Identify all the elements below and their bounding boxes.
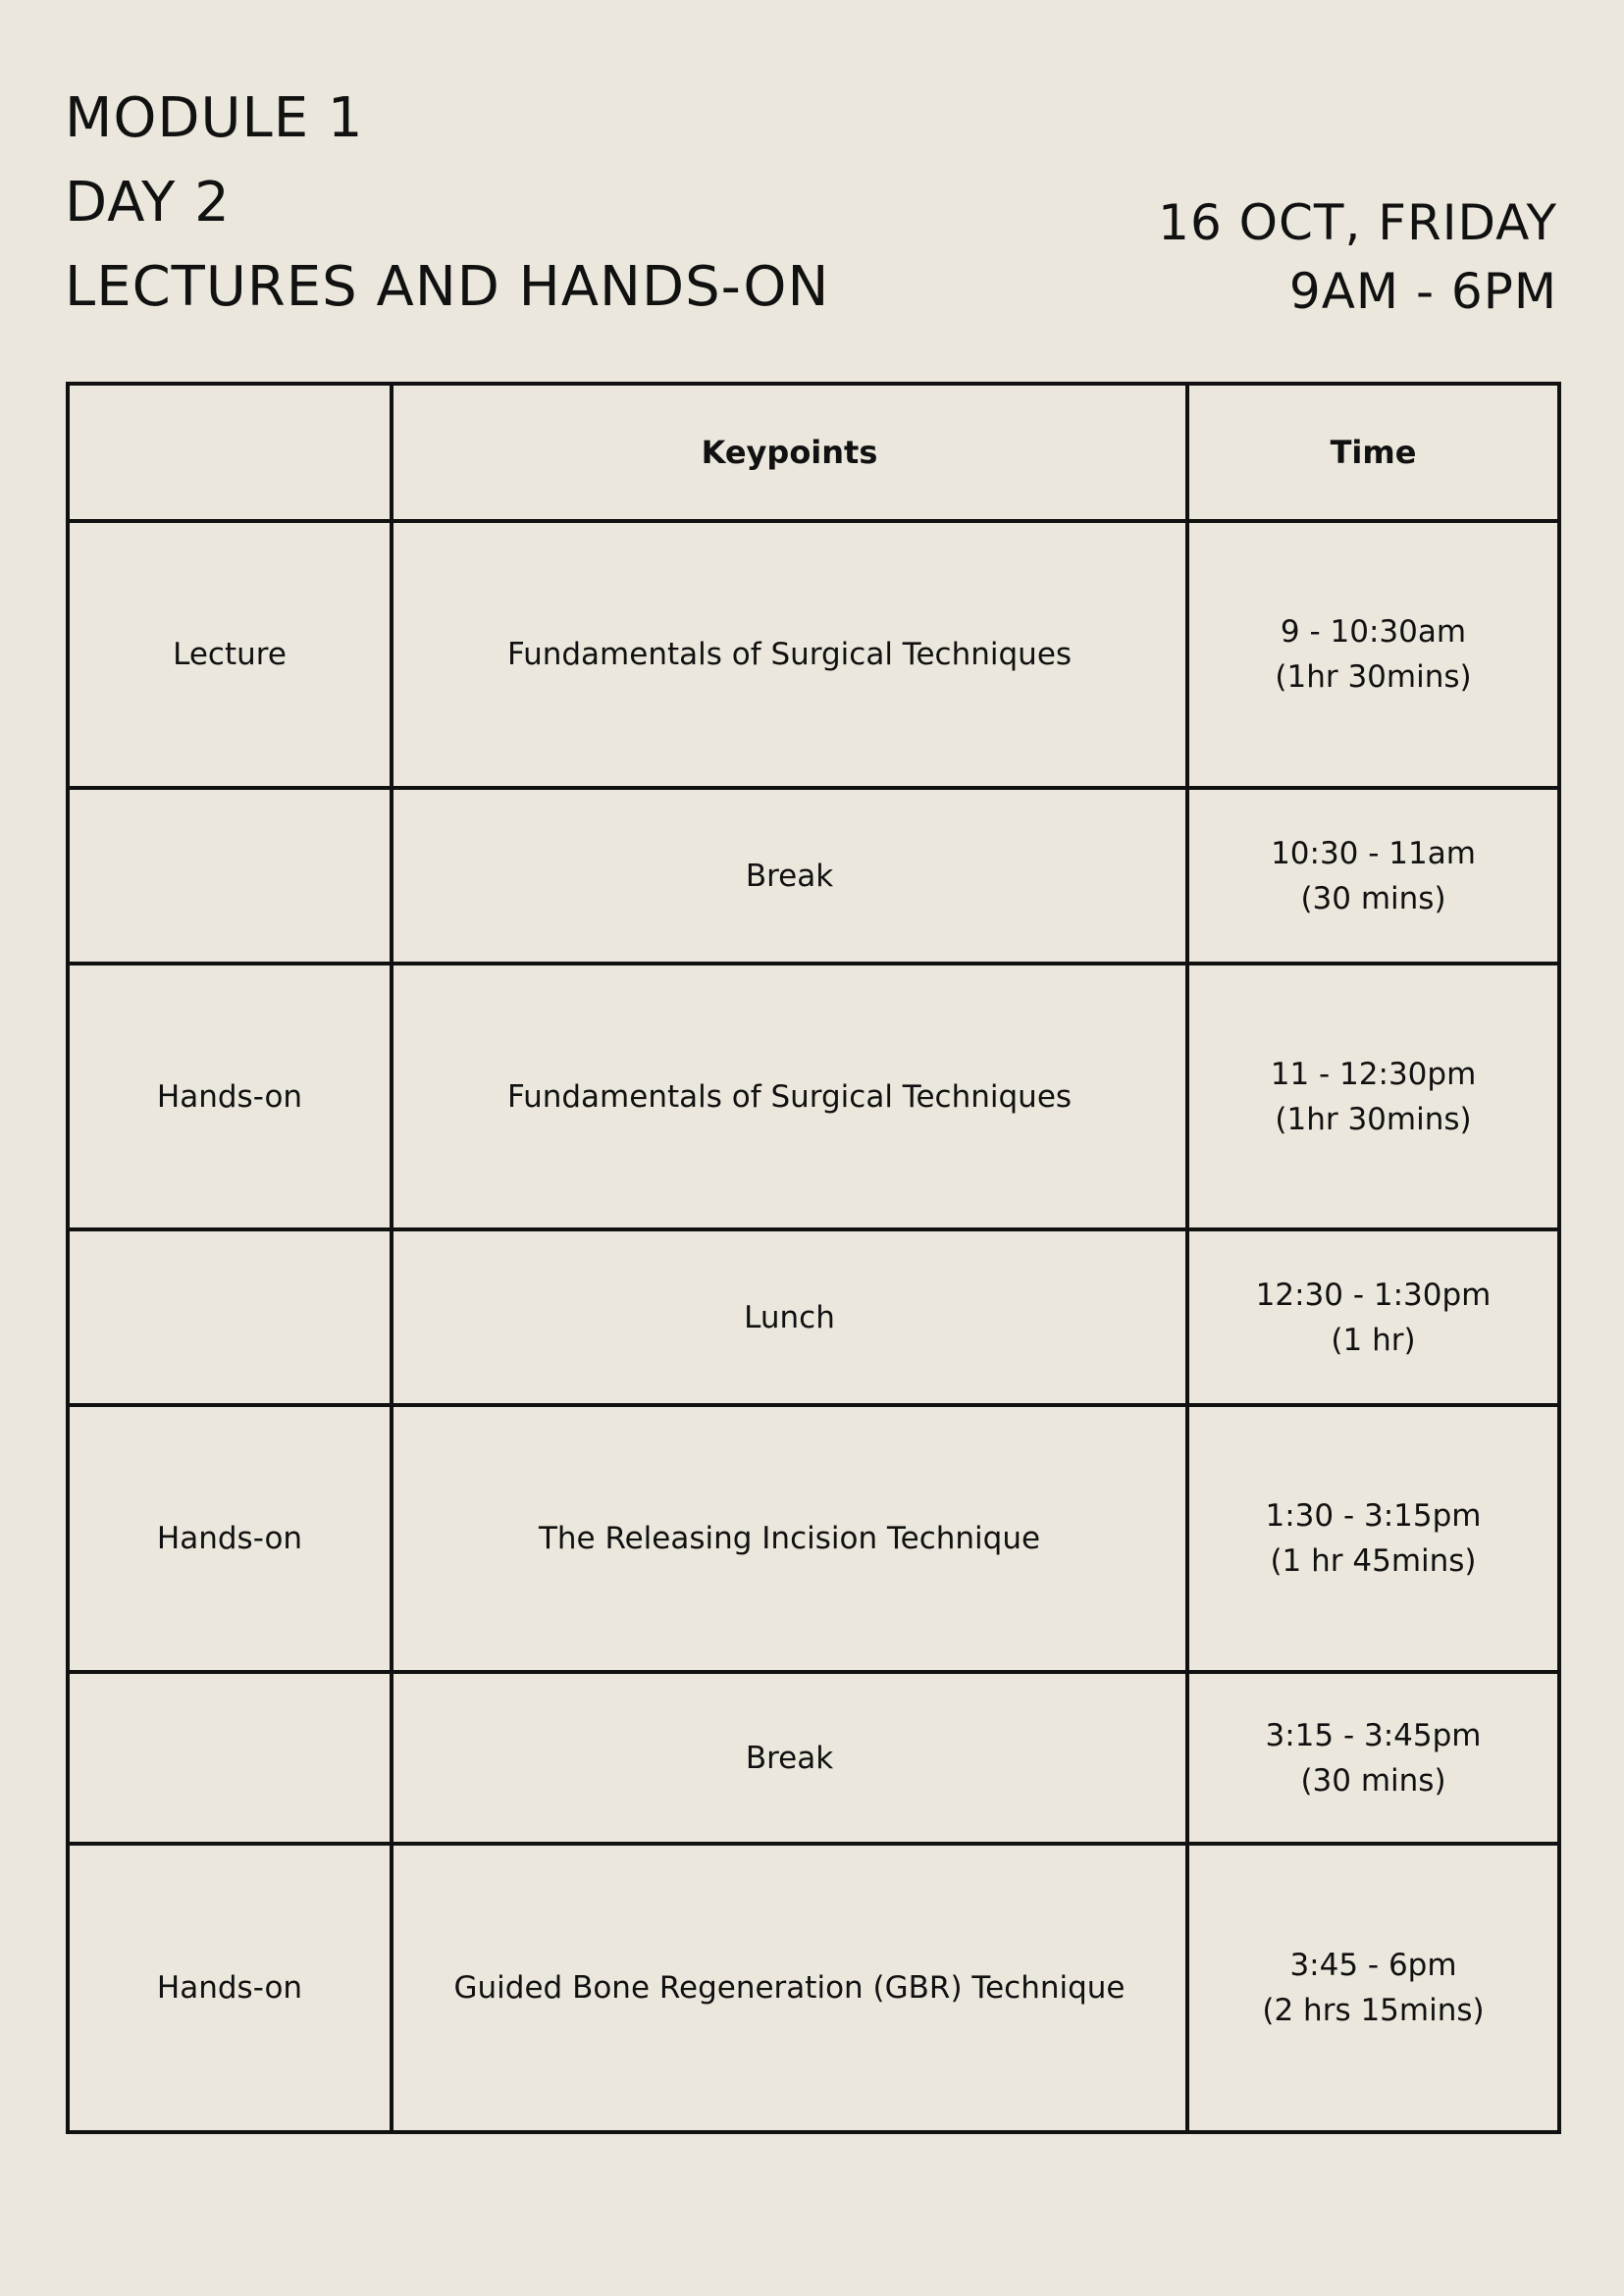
schedule-table: [66, 382, 1561, 2134]
table-row: [68, 1672, 1559, 1844]
title-module: MODULE 1: [65, 86, 364, 150]
time-duration: (1 hr): [1331, 1322, 1416, 1358]
time-range: 12:30 - 1:30pm: [1255, 1277, 1492, 1313]
date-block: [1158, 188, 1557, 326]
table-row: [68, 1405, 1559, 1672]
keypoint: Fundamentals of Surgical Techniques: [392, 964, 1187, 1229]
time-duration: (1hr 30mins): [1275, 659, 1472, 695]
title-day: DAY 2: [65, 171, 231, 235]
keypoint: Lunch: [392, 1229, 1187, 1405]
time-duration: (1hr 30mins): [1275, 1101, 1472, 1137]
time-cell: [1187, 1405, 1559, 1672]
time-range: 9 - 10:30am: [1280, 614, 1467, 650]
column-header-time: Time: [1187, 384, 1559, 521]
time-range: 3:15 - 3:45pm: [1265, 1717, 1482, 1753]
session-type: [68, 1229, 392, 1405]
time-range: 3:45 - 6pm: [1289, 1948, 1457, 1983]
time-cell: [1187, 1229, 1559, 1405]
time-duration: (30 mins): [1300, 1762, 1446, 1799]
table-row: [68, 521, 1559, 788]
event-date: 16 OCT, FRIDAY: [1158, 194, 1557, 251]
title-subject: LECTURES AND HANDS-ON: [65, 255, 830, 319]
table-header-row: [68, 384, 1559, 521]
page-title: [65, 77, 829, 330]
time-duration: (2 hrs 15mins): [1262, 1993, 1485, 2028]
time-duration: (1 hr 45mins): [1270, 1543, 1477, 1579]
session-type: [68, 788, 392, 964]
time-duration: (30 mins): [1300, 880, 1446, 916]
session-type: Hands-on: [68, 964, 392, 1229]
column-header-type: [68, 384, 392, 521]
table-row: [68, 1844, 1559, 2132]
session-type: Hands-on: [68, 1405, 392, 1672]
column-header-keypoints: Keypoints: [392, 384, 1187, 521]
time-range: 11 - 12:30pm: [1270, 1056, 1477, 1092]
time-cell: [1187, 1672, 1559, 1844]
time-range: 1:30 - 3:15pm: [1265, 1498, 1482, 1534]
keypoint: The Releasing Incision Technique: [392, 1405, 1187, 1672]
session-type: Lecture: [68, 521, 392, 788]
session-type: Hands-on: [68, 1844, 392, 2132]
event-hours: 9AM - 6PM: [1288, 263, 1557, 320]
keypoint: Break: [392, 788, 1187, 964]
time-cell: [1187, 1844, 1559, 2132]
table-row: [68, 964, 1559, 1229]
keypoint: Break: [392, 1672, 1187, 1844]
time-cell: [1187, 788, 1559, 964]
time-cell: [1187, 964, 1559, 1229]
keypoint: Fundamentals of Surgical Techniques: [392, 521, 1187, 788]
keypoint: Guided Bone Regeneration (GBR) Technique: [392, 1844, 1187, 2132]
time-range: 10:30 - 11am: [1271, 835, 1476, 871]
table-row: [68, 788, 1559, 964]
session-type: [68, 1672, 392, 1844]
table-row: [68, 1229, 1559, 1405]
time-cell: [1187, 521, 1559, 788]
